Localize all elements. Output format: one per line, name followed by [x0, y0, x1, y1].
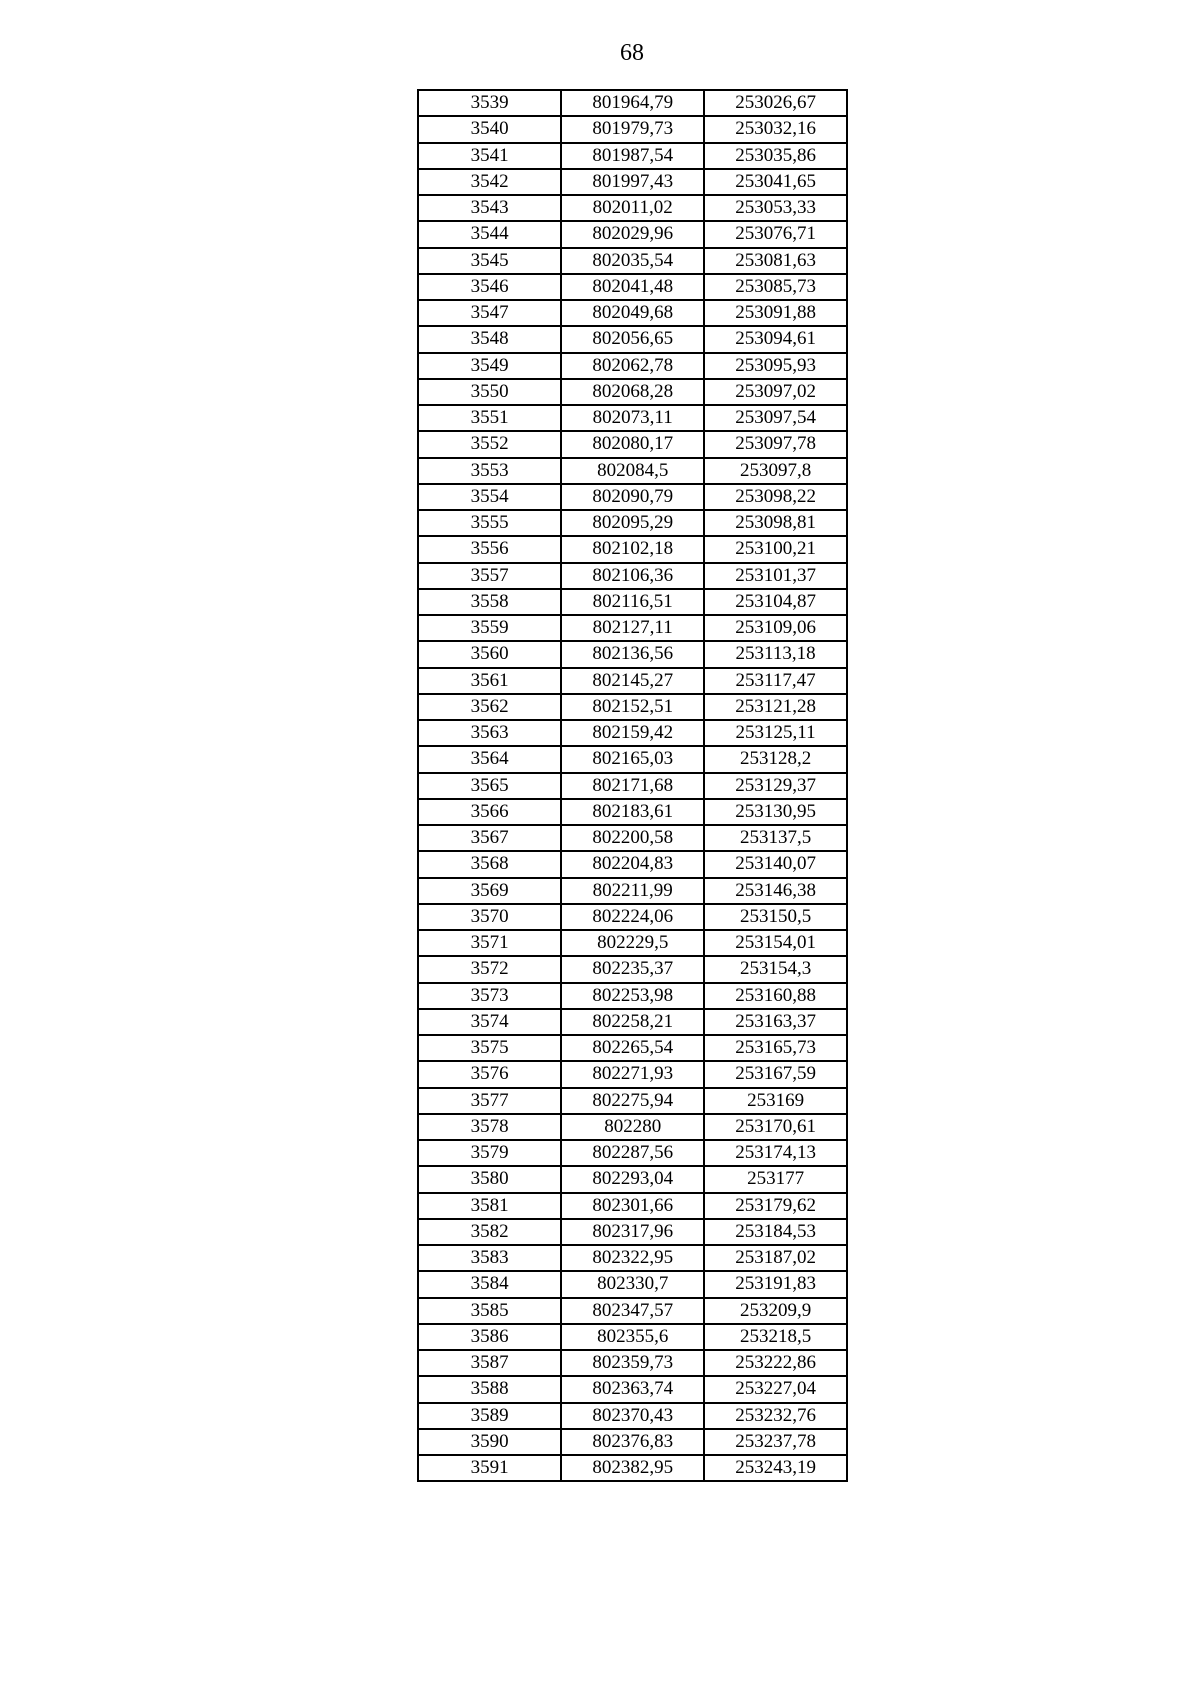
x-coordinate-cell: 802152,51: [561, 694, 704, 720]
point-number-cell: 3539: [418, 90, 561, 116]
y-coordinate-cell: 253094,61: [704, 326, 847, 352]
y-coordinate-cell: 253035,86: [704, 143, 847, 169]
table-row: [418, 1035, 847, 1061]
x-coordinate-cell: 802287,56: [561, 1140, 704, 1166]
point-number-cell: 3544: [418, 221, 561, 247]
table-row: [418, 169, 847, 195]
page-number: 68: [620, 40, 644, 66]
table-row: [418, 353, 847, 379]
point-number-cell: 3564: [418, 746, 561, 772]
table-row: [418, 484, 847, 510]
point-number-cell: 3578: [418, 1114, 561, 1140]
point-number-cell: 3587: [418, 1350, 561, 1376]
x-coordinate-cell: 802229,5: [561, 930, 704, 956]
table-row: [418, 904, 847, 930]
x-coordinate-cell: 802095,29: [561, 510, 704, 536]
table-row: [418, 1298, 847, 1324]
point-number-cell: 3554: [418, 484, 561, 510]
table-row: [418, 405, 847, 431]
y-coordinate-cell: 253104,87: [704, 589, 847, 615]
x-coordinate-cell: 802200,58: [561, 825, 704, 851]
x-coordinate-cell: 802204,83: [561, 851, 704, 877]
point-number-cell: 3558: [418, 589, 561, 615]
table-row: [418, 1376, 847, 1402]
point-number-cell: 3549: [418, 353, 561, 379]
y-coordinate-cell: 253209,9: [704, 1298, 847, 1324]
x-coordinate-cell: 802317,96: [561, 1219, 704, 1245]
y-coordinate-cell: 253184,53: [704, 1219, 847, 1245]
table-row: [418, 1009, 847, 1035]
y-coordinate-cell: 253170,61: [704, 1114, 847, 1140]
x-coordinate-cell: 801997,43: [561, 169, 704, 195]
table-row: [418, 248, 847, 274]
point-number-cell: 3546: [418, 274, 561, 300]
point-number-cell: 3567: [418, 825, 561, 851]
point-number-cell: 3581: [418, 1193, 561, 1219]
y-coordinate-cell: 253097,8: [704, 458, 847, 484]
table-row: [418, 1403, 847, 1429]
table-row: [418, 1245, 847, 1271]
table-row: [418, 615, 847, 641]
y-coordinate-cell: 253227,04: [704, 1376, 847, 1402]
x-coordinate-cell: 802068,28: [561, 379, 704, 405]
x-coordinate-cell: 802301,66: [561, 1193, 704, 1219]
y-coordinate-cell: 253232,76: [704, 1403, 847, 1429]
y-coordinate-cell: 253026,67: [704, 90, 847, 116]
y-coordinate-cell: 253177: [704, 1166, 847, 1192]
table-row: [418, 720, 847, 746]
table-row: [418, 825, 847, 851]
x-coordinate-cell: 802080,17: [561, 431, 704, 457]
y-coordinate-cell: 253097,78: [704, 431, 847, 457]
x-coordinate-cell: 802011,02: [561, 195, 704, 221]
table-row: [418, 773, 847, 799]
x-coordinate-cell: 802235,37: [561, 956, 704, 982]
table-row: [418, 90, 847, 116]
point-number-cell: 3568: [418, 851, 561, 877]
point-number-cell: 3551: [418, 405, 561, 431]
table-row: [418, 799, 847, 825]
y-coordinate-cell: 253130,95: [704, 799, 847, 825]
x-coordinate-cell: 801964,79: [561, 90, 704, 116]
y-coordinate-cell: 253160,88: [704, 983, 847, 1009]
y-coordinate-cell: 253174,13: [704, 1140, 847, 1166]
point-number-cell: 3570: [418, 904, 561, 930]
y-coordinate-cell: 253146,38: [704, 878, 847, 904]
point-number-cell: 3571: [418, 930, 561, 956]
y-coordinate-cell: 253191,83: [704, 1271, 847, 1297]
x-coordinate-cell: 802224,06: [561, 904, 704, 930]
coordinates-table: [417, 89, 848, 1482]
y-coordinate-cell: 253097,02: [704, 379, 847, 405]
table-row: [418, 195, 847, 221]
x-coordinate-cell: 802035,54: [561, 248, 704, 274]
table-row: [418, 1324, 847, 1350]
table-row: [418, 851, 847, 877]
table-row: [418, 221, 847, 247]
y-coordinate-cell: 253165,73: [704, 1035, 847, 1061]
y-coordinate-cell: 253167,59: [704, 1061, 847, 1087]
y-coordinate-cell: 253128,2: [704, 746, 847, 772]
table-row: [418, 1271, 847, 1297]
point-number-cell: 3543: [418, 195, 561, 221]
y-coordinate-cell: 253095,93: [704, 353, 847, 379]
point-number-cell: 3540: [418, 116, 561, 142]
table-row: [418, 563, 847, 589]
x-coordinate-cell: 802029,96: [561, 221, 704, 247]
x-coordinate-cell: 802363,74: [561, 1376, 704, 1402]
x-coordinate-cell: 802271,93: [561, 1061, 704, 1087]
x-coordinate-cell: 802376,83: [561, 1429, 704, 1455]
point-number-cell: 3569: [418, 878, 561, 904]
table-row: [418, 1219, 847, 1245]
y-coordinate-cell: 253179,62: [704, 1193, 847, 1219]
y-coordinate-cell: 253169: [704, 1088, 847, 1114]
point-number-cell: 3550: [418, 379, 561, 405]
table-row: [418, 1061, 847, 1087]
table-row: [418, 589, 847, 615]
x-coordinate-cell: 802330,7: [561, 1271, 704, 1297]
coordinates-table-body: [418, 90, 847, 1481]
y-coordinate-cell: 253098,81: [704, 510, 847, 536]
table-row: [418, 668, 847, 694]
x-coordinate-cell: 801987,54: [561, 143, 704, 169]
table-row: [418, 641, 847, 667]
y-coordinate-cell: 253154,3: [704, 956, 847, 982]
x-coordinate-cell: 802171,68: [561, 773, 704, 799]
x-coordinate-cell: 802090,79: [561, 484, 704, 510]
point-number-cell: 3542: [418, 169, 561, 195]
x-coordinate-cell: 802370,43: [561, 1403, 704, 1429]
point-number-cell: 3561: [418, 668, 561, 694]
x-coordinate-cell: 802355,6: [561, 1324, 704, 1350]
x-coordinate-cell: 802211,99: [561, 878, 704, 904]
y-coordinate-cell: 253163,37: [704, 1009, 847, 1035]
table-row: [418, 878, 847, 904]
point-number-cell: 3574: [418, 1009, 561, 1035]
table-row: [418, 1088, 847, 1114]
point-number-cell: 3552: [418, 431, 561, 457]
point-number-cell: 3559: [418, 615, 561, 641]
table-row: [418, 458, 847, 484]
x-coordinate-cell: 802293,04: [561, 1166, 704, 1192]
point-number-cell: 3555: [418, 510, 561, 536]
x-coordinate-cell: 802136,56: [561, 641, 704, 667]
point-number-cell: 3553: [418, 458, 561, 484]
point-number-cell: 3579: [418, 1140, 561, 1166]
table-row: [418, 746, 847, 772]
x-coordinate-cell: 802359,73: [561, 1350, 704, 1376]
x-coordinate-cell: 802322,95: [561, 1245, 704, 1271]
point-number-cell: 3576: [418, 1061, 561, 1087]
table-row: [418, 379, 847, 405]
x-coordinate-cell: 802041,48: [561, 274, 704, 300]
x-coordinate-cell: 802073,11: [561, 405, 704, 431]
point-number-cell: 3580: [418, 1166, 561, 1192]
point-number-cell: 3560: [418, 641, 561, 667]
y-coordinate-cell: 253237,78: [704, 1429, 847, 1455]
point-number-cell: 3584: [418, 1271, 561, 1297]
point-number-cell: 3590: [418, 1429, 561, 1455]
point-number-cell: 3573: [418, 983, 561, 1009]
y-coordinate-cell: 253081,63: [704, 248, 847, 274]
x-coordinate-cell: 802165,03: [561, 746, 704, 772]
point-number-cell: 3591: [418, 1455, 561, 1481]
x-coordinate-cell: 802265,54: [561, 1035, 704, 1061]
x-coordinate-cell: 802127,11: [561, 615, 704, 641]
y-coordinate-cell: 253091,88: [704, 300, 847, 326]
y-coordinate-cell: 253121,28: [704, 694, 847, 720]
table-row: [418, 930, 847, 956]
point-number-cell: 3572: [418, 956, 561, 982]
point-number-cell: 3557: [418, 563, 561, 589]
y-coordinate-cell: 253150,5: [704, 904, 847, 930]
table-row: [418, 431, 847, 457]
point-number-cell: 3589: [418, 1403, 561, 1429]
y-coordinate-cell: 253218,5: [704, 1324, 847, 1350]
table-row: [418, 1350, 847, 1376]
y-coordinate-cell: 253187,02: [704, 1245, 847, 1271]
y-coordinate-cell: 253032,16: [704, 116, 847, 142]
table-row: [418, 1140, 847, 1166]
x-coordinate-cell: 802084,5: [561, 458, 704, 484]
point-number-cell: 3563: [418, 720, 561, 746]
y-coordinate-cell: 253053,33: [704, 195, 847, 221]
x-coordinate-cell: 802280: [561, 1114, 704, 1140]
point-number-cell: 3566: [418, 799, 561, 825]
x-coordinate-cell: 802275,94: [561, 1088, 704, 1114]
x-coordinate-cell: 802347,57: [561, 1298, 704, 1324]
point-number-cell: 3582: [418, 1219, 561, 1245]
x-coordinate-cell: 802056,65: [561, 326, 704, 352]
table-row: [418, 326, 847, 352]
table-row: [418, 1455, 847, 1481]
x-coordinate-cell: 802258,21: [561, 1009, 704, 1035]
table-row: [418, 274, 847, 300]
table-row: [418, 983, 847, 1009]
y-coordinate-cell: 253109,06: [704, 615, 847, 641]
table-row: [418, 143, 847, 169]
y-coordinate-cell: 253222,86: [704, 1350, 847, 1376]
point-number-cell: 3556: [418, 536, 561, 562]
point-number-cell: 3577: [418, 1088, 561, 1114]
y-coordinate-cell: 253085,73: [704, 274, 847, 300]
y-coordinate-cell: 253097,54: [704, 405, 847, 431]
x-coordinate-cell: 802183,61: [561, 799, 704, 825]
x-coordinate-cell: 802253,98: [561, 983, 704, 1009]
point-number-cell: 3575: [418, 1035, 561, 1061]
x-coordinate-cell: 802159,42: [561, 720, 704, 746]
table-row: [418, 956, 847, 982]
table-row: [418, 1429, 847, 1455]
y-coordinate-cell: 253076,71: [704, 221, 847, 247]
y-coordinate-cell: 253140,07: [704, 851, 847, 877]
point-number-cell: 3545: [418, 248, 561, 274]
y-coordinate-cell: 253154,01: [704, 930, 847, 956]
table-row: [418, 300, 847, 326]
y-coordinate-cell: 253117,47: [704, 668, 847, 694]
table-row: [418, 1193, 847, 1219]
point-number-cell: 3583: [418, 1245, 561, 1271]
point-number-cell: 3565: [418, 773, 561, 799]
y-coordinate-cell: 253041,65: [704, 169, 847, 195]
x-coordinate-cell: 802116,51: [561, 589, 704, 615]
y-coordinate-cell: 253129,37: [704, 773, 847, 799]
y-coordinate-cell: 253243,19: [704, 1455, 847, 1481]
table-row: [418, 1114, 847, 1140]
x-coordinate-cell: 802382,95: [561, 1455, 704, 1481]
y-coordinate-cell: 253101,37: [704, 563, 847, 589]
y-coordinate-cell: 253100,21: [704, 536, 847, 562]
point-number-cell: 3585: [418, 1298, 561, 1324]
point-number-cell: 3588: [418, 1376, 561, 1402]
x-coordinate-cell: 801979,73: [561, 116, 704, 142]
table-row: [418, 510, 847, 536]
point-number-cell: 3562: [418, 694, 561, 720]
y-coordinate-cell: 253113,18: [704, 641, 847, 667]
x-coordinate-cell: 802049,68: [561, 300, 704, 326]
x-coordinate-cell: 802062,78: [561, 353, 704, 379]
x-coordinate-cell: 802145,27: [561, 668, 704, 694]
y-coordinate-cell: 253137,5: [704, 825, 847, 851]
point-number-cell: 3541: [418, 143, 561, 169]
x-coordinate-cell: 802102,18: [561, 536, 704, 562]
point-number-cell: 3548: [418, 326, 561, 352]
table-row: [418, 1166, 847, 1192]
point-number-cell: 3547: [418, 300, 561, 326]
y-coordinate-cell: 253125,11: [704, 720, 847, 746]
point-number-cell: 3586: [418, 1324, 561, 1350]
x-coordinate-cell: 802106,36: [561, 563, 704, 589]
table-row: [418, 116, 847, 142]
y-coordinate-cell: 253098,22: [704, 484, 847, 510]
table-row: [418, 536, 847, 562]
table-row: [418, 694, 847, 720]
